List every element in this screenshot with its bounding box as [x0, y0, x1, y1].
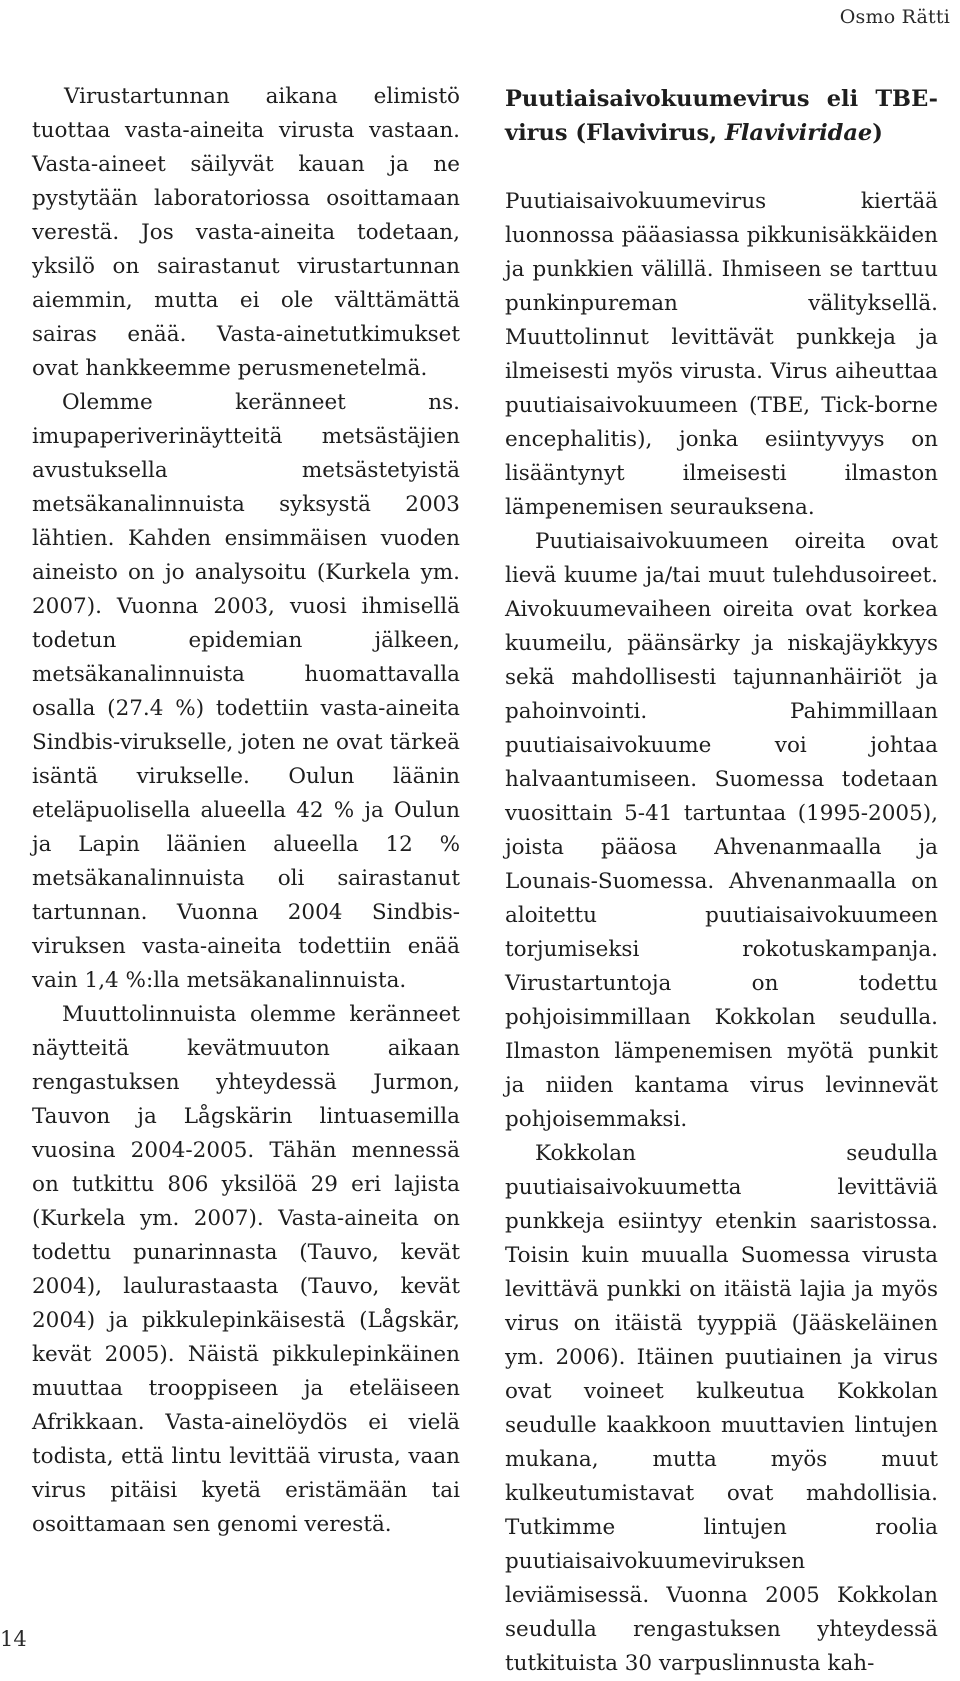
right-column: [505, 80, 938, 1681]
section-heading-family: Flaviviridae: [724, 120, 873, 146]
section-heading-close: ): [872, 120, 883, 146]
running-head-author: Osmo Rätti: [839, 6, 950, 28]
body-paragraph: Puutiaisaivokuumevirus kiertää luonnossa pääasiassa pikkunisäkkäiden ja punkkien välillä. Ihmiseen se tarttuu punkinpureman välityksellä. Muuttolinnut levittävät punkkeja ja ilmeisesti myös virusta. Virus aiheuttaa puutiaisaivokuumeen (TBE, Tick-borne encephalitis), jonka esiintyvyys on lisääntynyt ilmeisesti ilmaston lämpenemisen seurauksena.: [505, 189, 938, 520]
body-paragraph: Muuttolinnuista olemme keränneet näytteitä kevätmuuton aikaan rengastuksen yhteydessä Jurmon, Tauvon ja Lågskärin lintuasemilla vuosina 2004-2005. Tähän mennessä on tutkittu 806 yksilöä 29 eri lajista (Kurkela ym. 2007). Vasta-aineita on todettu punarinnasta (Tauvo, kevät 2004), laulurastaasta (Tauvo, kevät 2004) ja pikkulepinkäisestä (Lågskär, kevät 2005). Näistä pikkulepinkäinen muuttaa trooppiseen ja eteläiseen Afrikkaan. Vasta-ainelöydös ei vielä todista, että lintu levittää virusta, vaan virus pitäisi kyetä eristämään tai osoittamaan sen genomi verestä.: [32, 1002, 460, 1537]
body-paragraph: Kokkolan seudulla puutiaisaivokuumetta levittäviä punkkeja esiintyy etenkin saaristossa. Toisin kuin muualla Suomessa virusta levittävä punkki on itäistä lajia ja myös virus on itäistä tyyppiä (Jääskeläinen ym. 2006). Itäinen puutiainen ja virus ovat voineet kulkeutua Kokkolan seudulle kaakkoon muuttavien lintujen mukana, mutta myös muut kulkeutumistavat ovat mahdollisia. Tutkimme lintujen roolia puutiaisaivokuumeviruksen leviämisessä. Vuonna 2005 Kokkolan seudulla rengastuksen yhteydessä tutkituista 30 varpuslinnusta kah-: [505, 1141, 938, 1676]
page-number: 14: [0, 1627, 27, 1651]
body-paragraph: Puutiaisaivokuumeen oireita ovat lievä kuume ja/tai muut tulehdusoireet. Aivokuumevaiheen oireita ovat korkea kuumeilu, päänsärky ja niskajäykkyys sekä mahdollisesti tajunnanhäiriöt ja pahoinvointi. Pahimmillaan puutiaisaivokuume voi johtaa halvaantumiseen. Suomessa todetaan vuosittain 5-41 tartuntaa (1995-2005), joista pääosa Ahvenanmaalla ja Lounais-Suomessa. Ahvenanmaalla on aloitettu puutiaisaivokuumeen torjumiseksi rokotuskampanja. Virustartuntoja on todettu pohjoisimmillaan Kokkolan seudulla. Ilmaston lämpenemisen myötä punkit ja niiden kantama virus levinnevät pohjoisemmaksi.: [505, 529, 938, 1132]
section-heading-text: Puutiaisaivokuumevirus eli TBE-virus (Flavivirus,: [505, 86, 938, 146]
left-column: [32, 80, 460, 1542]
body-paragraph: Olemme keränneet ns. imupaperiverinäytteitä metsästäjien avustuksella metsästetyistä metsäkanalinnuista syksystä 2003 lähtien. Kahden ensimmäisen vuoden aineisto on jo analysoitu (Kurkela ym. 2007). Vuonna 2003, vuosi ihmisellä todetun epidemian jälkeen, metsäkanalinnuista huomattavalla osalla (27.4 %) todettiin vasta-aineita Sindbis-virukselle, joten ne ovat tärkeä isäntä virukselle. Oulun läänin eteläpuolisella alueella 42 % ja Oulun ja Lapin läänien alueella 12 % metsäkanalinnuista oli sairastanut tartunnan. Vuonna 2004 Sindbis-viruksen vasta-aineita todettiin enää vain 1,4 %:lla metsäkanalinnuista.: [32, 390, 460, 993]
body-paragraph: Virustartunnan aikana elimistö tuottaa vasta-aineita virusta vastaan. Vasta-aineet säilyvät kauan ja ne pystytään laboratoriossa osoittamaan verestä. Jos vasta-aineita todetaan, yksilö on sairastanut virustartunnan aiemmin, mutta ei ole välttämättä sairas enää. Vasta-ainetutkimukset ovat hankkeemme perusmenetelmä.: [32, 84, 460, 381]
section-heading: [505, 82, 938, 150]
